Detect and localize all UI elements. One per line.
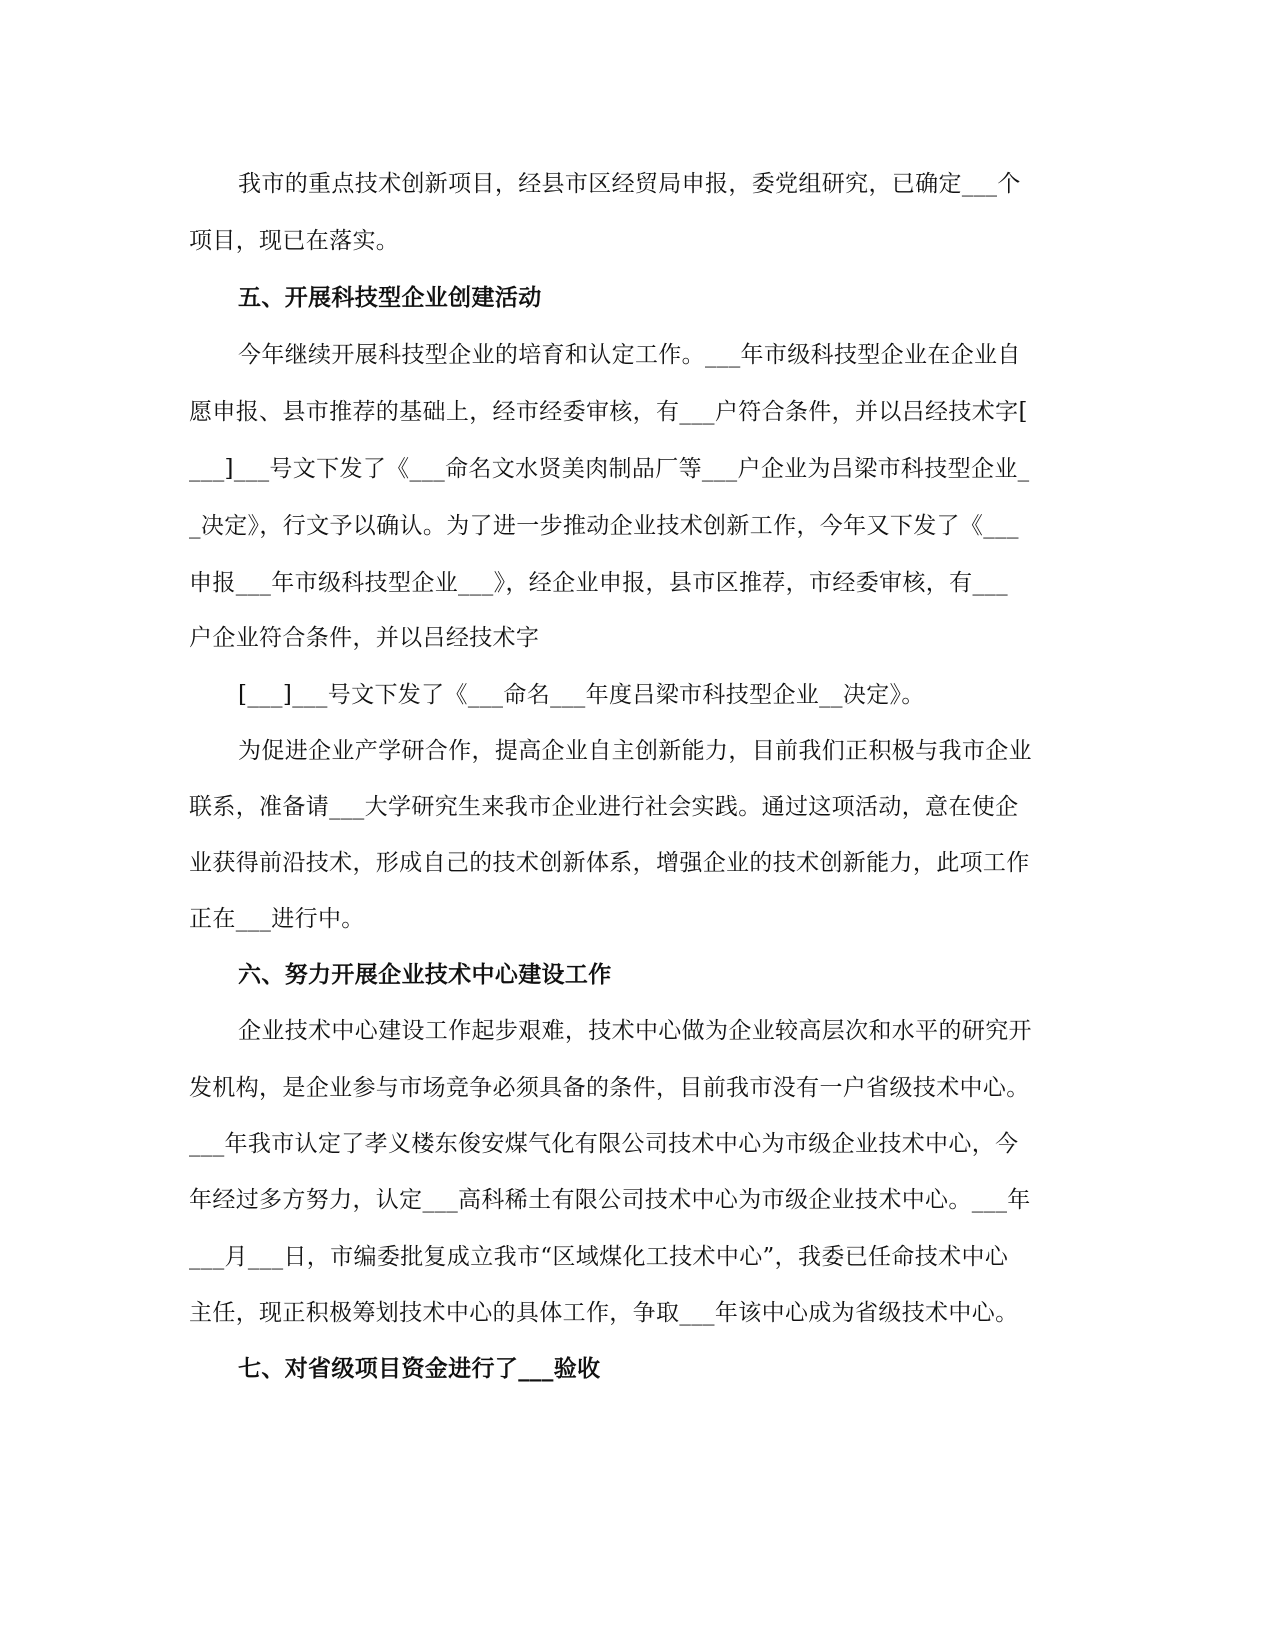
paragraph-line: 正在___进行中。: [189, 906, 365, 932]
section-heading: 六、努力开展企业技术中心建设工作: [238, 961, 612, 988]
paragraph-line: _决定》，行文予以确认。为了进一步推动企业技术创新工作，今年又下发了《___: [189, 513, 1019, 539]
paragraph-line: ___]___号文下发了《___命名文水贤美肉制品厂等___户企业为吕梁市科技型企业_: [189, 456, 1030, 482]
paragraph-line: ___年我市认定了孝义楼东俊安煤气化有限公司技术中心为市级企业技术中心，今: [189, 1131, 1019, 1157]
paragraph-line: [___]___号文下发了《___命名___年度吕梁市科技型企业__决定》。: [238, 682, 925, 708]
paragraph-line: ___月___日，市编委批复成立我市“区域煤化工技术中心”，我委已任命技术中心: [189, 1244, 1009, 1270]
paragraph-line: 今年继续开展科技型企业的培育和认定工作。___年市级科技型企业在企业自: [238, 342, 1021, 368]
paragraph-line: 发机构，是企业参与市场竞争必须具备的条件，目前我市没有一户省级技术中心。: [189, 1075, 1030, 1101]
paragraph-line: 联系，准备请___大学研究生来我市企业进行社会实践。通过这项活动，意在使企: [189, 794, 1019, 820]
paragraph-line: 年经过多方努力，认定___高科稀土有限公司技术中心为市级企业技术中心。___年: [189, 1187, 1031, 1213]
paragraph-line: 项目，现已在落实。: [189, 228, 400, 254]
paragraph-line: 申报___年市级科技型企业___》，经企业申报，县市区推荐，市经委审核，有___: [189, 570, 1008, 596]
paragraph-line: 业获得前沿技术，形成自己的技术创新体系，增强企业的技术创新能力，此项工作: [189, 850, 1030, 876]
section-heading: 五、开展科技型企业创建活动: [238, 284, 542, 311]
paragraph-line: 户企业符合条件，并以吕经技术字: [189, 625, 540, 651]
paragraph-line: 主任，现正积极筹划技术中心的具体工作，争取___年该中心成为省级技术中心。: [189, 1300, 1019, 1326]
paragraph-line: 企业技术中心建设工作起步艰难，技术中心做为企业较高层次和水平的研究开: [238, 1018, 1032, 1044]
paragraph-line: 我市的重点技术创新项目，经县市区经贸局申报，委党组研究，已确定___个: [238, 171, 1021, 197]
paragraph-line: 愿申报、县市推荐的基础上，经市经委审核，有___户符合条件，并以吕经技术字[: [189, 399, 1028, 425]
section-heading: 七、对省级项目资金进行了___验收: [238, 1355, 601, 1382]
paragraph-line: 为促进企业产学研合作，提高企业自主创新能力，目前我们正积极与我市企业: [238, 738, 1032, 764]
